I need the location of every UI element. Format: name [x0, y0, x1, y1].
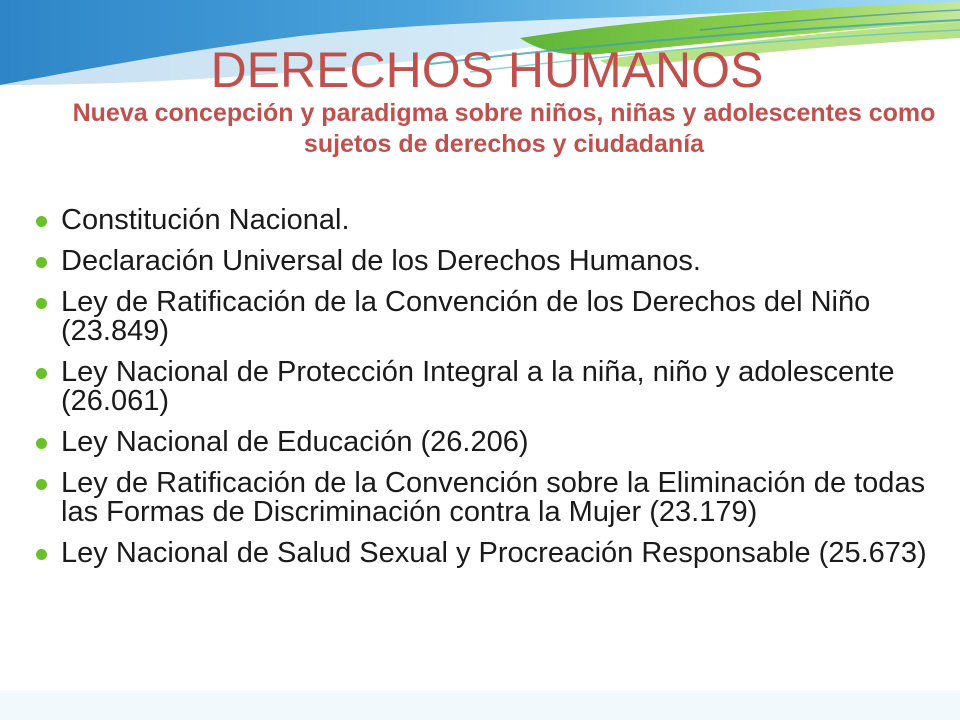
slide-subtitle: Nueva concepción y paradigma sobre niños, niñas y adolescentes como sujetos de derechos y ciudadanía — [72, 99, 936, 158]
bullet-text: Constitución Nacional. — [61, 204, 350, 236]
bullet-text: Ley Nacional de Educación (26.206) — [61, 426, 529, 458]
bullet-text: Declaración Universal de los Derechos Humanos. — [61, 245, 701, 277]
bullet-text: Ley de Ratificación de la Convención sobre la Eliminación de todas las Formas de Discriminación contra la Mujer (23.179) — [61, 467, 926, 528]
bullet-dot-icon — [36, 368, 47, 379]
bullet-item-educacion — [36, 428, 936, 457]
bullet-dot-icon — [36, 549, 47, 560]
bullet-dot-icon — [36, 298, 47, 309]
slide-title: DERECHOS HUMANOS — [210, 42, 764, 98]
bullet-item-derechos-nino — [36, 288, 936, 346]
bullet-item-declaracion — [36, 247, 936, 276]
bullet-item-constitucion — [36, 206, 936, 235]
bullet-item-discriminacion-mujer — [36, 469, 936, 527]
bullet-list — [36, 206, 936, 580]
bullet-dot-icon — [36, 216, 47, 227]
bullet-text: Ley de Ratificación de la Convención de los Derechos del Niño (23.849) — [61, 286, 871, 347]
bullet-item-salud-sexual — [36, 539, 936, 568]
bullet-dot-icon — [36, 438, 47, 449]
bullet-text: Ley Nacional de Salud Sexual y Procreación Responsable (25.673) — [61, 537, 927, 569]
bullet-dot-icon — [36, 479, 47, 490]
bullet-dot-icon — [36, 257, 47, 268]
bullet-text: Ley Nacional de Protección Integral a la niña, niño y adolescente (26.061) — [61, 356, 895, 417]
bullet-item-proteccion-integral — [36, 358, 936, 416]
